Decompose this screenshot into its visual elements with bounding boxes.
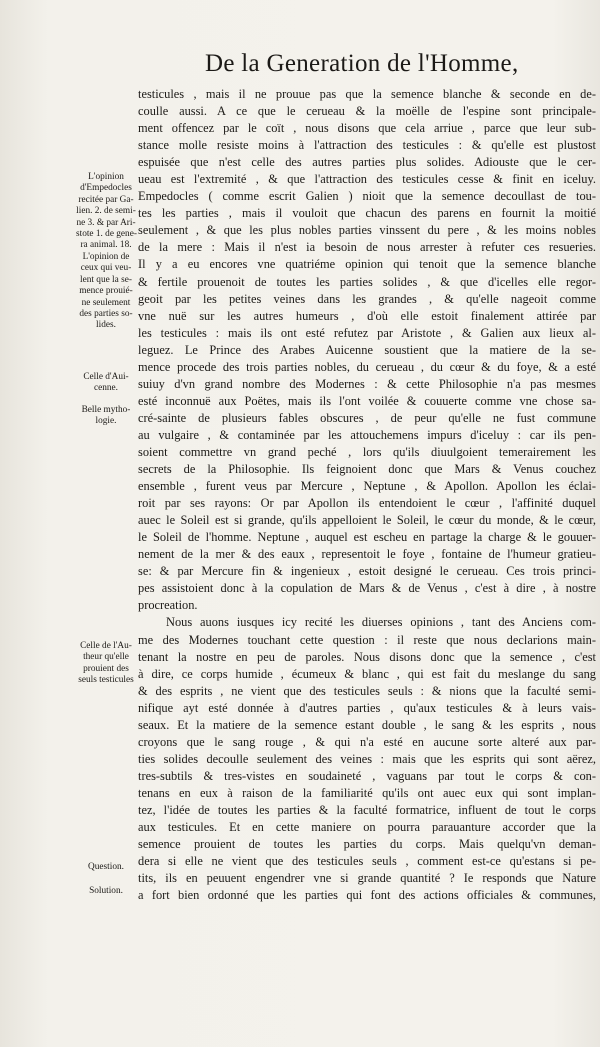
text-line: espuisée que n'est celle des autres parties plus solides. Adiouste que le cer- [138, 155, 596, 170]
margin-note-mythology: Belle mytho- logie. [81, 405, 131, 427]
text-line: Il y a eu encores vne quatriéme opinion qui tenoit que la semence blanche [138, 257, 596, 272]
text-line: le Soleil de l'homme. Neptune , auquel est escheu en partage la charge & le gouuer- [138, 530, 596, 545]
text-line: Empedocles ( comme escrit Galien ) nioit que la semence decoullast de tou- [138, 189, 596, 204]
text-line: tits, ils en peuuent engendrer vne si grande quantité ? Ie responds que Nature [138, 871, 596, 886]
margin-note-question: Question. [88, 862, 124, 872]
text-line: ueau est l'extremité , & que l'attraction des testicules cesse & finit en iceluy. [138, 172, 596, 187]
text-line: vne nuë sur les autres humeurs , d'où elle estoit finalement attirée par [138, 308, 596, 323]
text-line: à dire, ce corps humide , écumeux & blanc , qui est fait du meslange du sang [138, 666, 596, 681]
text-line: geoit par les petites veines dans les grandes , & qu'elle nageoit comme [138, 291, 596, 306]
text-line: tez, l'idée de toutes les parties & la faculté formatrice, influent de tout le corps [138, 802, 596, 817]
margin-note-solution: Solution. [89, 886, 123, 896]
margin-note-author-opinion: Celle de l'Au- theur qu'elle prouient des seuls testicules [78, 641, 134, 686]
text-line: seulement , & que les plus nobles parties vinssent du pere , & les moins nobles [138, 223, 596, 238]
text-line: leguez. Le Prince des Arabes Auicenne soustient que la matiere de la se- [138, 342, 596, 357]
text-line: nifique ayt esté donnée à d'autres parties , qu'aux testicules & à leurs vais- [138, 700, 596, 715]
text-line: au vulgaire , & contaminée par les attouchemens impurs d'iceluy : car ils pen- [138, 427, 596, 442]
text-line: & des esprits , ne vient que des testicules seuls : & nions que la faculté semi- [138, 683, 596, 698]
text-line: les testicules : mais ils ont esté refutez par Aristote , & Galien aux lieux al- [138, 325, 596, 340]
text-line: soient commettre vn grand peché , lors qu'ils diuulgoient temerairement les [138, 444, 596, 459]
text-line: ment offencez par le coït , nous disons que cela arriue , parce que leur sub- [138, 121, 596, 136]
text-line: me des Modernes touchant cette question : il reste que nous declarions main- [138, 632, 596, 647]
text-line: esté inconnuë aux Poëtes, mais ils l'ont voilée & couuerte comme vne chose sa- [138, 393, 596, 408]
text-line: ties solides decoulle seulement des veines : mais que les esprits qui sont aërez, [138, 751, 596, 766]
margin-note-solid-parts: L'opinion de ceux qui veu- lent que la se- mence prouié- ne seulement des parties so- lides. [79, 252, 133, 331]
margin-note-avicenne: Celle d'Aui- cenne. [83, 372, 129, 394]
margin-note-empedocles: L'opinion d'Empedocles recitée par Ga- lien. 2. de semi- ne 3. & par Ari- stote 1. de gene- ra animal. 18. [76, 172, 137, 251]
text-line: a fort bien ordonné que les parties qui font des actions officiales & communes, [138, 888, 596, 903]
text-line: ensemble , furent veus par Mercure , Neptune , & Apollon. Apollon les éclai- [138, 479, 596, 494]
text-line: secrets de la Philosophie. Ils feignoient donc que Mars & Venus couchez [138, 462, 596, 477]
text-line: aux testicules. Et en cette maniere on pourra parauanture accorder que la [138, 820, 596, 835]
text-line: tes les parties , mais il vouloit que chacun des parens en fournit la moitié [138, 206, 596, 221]
text-line: de la mere : Mais il n'est ia besoin de nous arrester à refuter ces resueries. [138, 240, 596, 255]
text-line: croyons que le sang rouge , & qui n'a esté en aucune sorte alteré aux par- [138, 734, 596, 749]
main-text-column [138, 86, 596, 904]
text-line: pes assistoient donc à la copulation de Mars & de Venus , c'est à dire , à nostre [138, 581, 596, 596]
text-line: coulle aussi. A ce que le cerueau & la moëlle de l'espine sont principale- [138, 104, 596, 119]
running-header: De la Generation de l'Homme, [205, 50, 519, 77]
text-line: mence procede des trois parties nobles, du cerueau , du cœur & du foye, & a esté [138, 359, 596, 374]
text-line: nement de la mer & des eaux , representoit le foye , fontaine de l'humeur gratieu- [138, 547, 596, 562]
text-line: procreation. [138, 598, 198, 613]
text-line: seaux. Et la matiere de la semence estant double , le sang & les esprits , nous [138, 717, 596, 732]
text-line: roit par ses rayons: Or par Apollon ils entendoient le cœur , l'affinité duquel [138, 496, 596, 511]
text-line: dera si elle ne vient que des testicules seuls , comment est-ce qu'estans si pe- [138, 854, 596, 869]
text-line: auec le Soleil est si grande, qu'ils appelloient le Soleil, le cœur du monde, & le cœur, [138, 513, 596, 528]
text-line: tenans en eux à raison de la familiarité qu'ils ont auec eux qui sont implan- [138, 785, 596, 800]
text-line: cré-sainte de plusieurs fables obscures , de peur qu'elle ne fust commune [138, 410, 596, 425]
text-line: Nous auons iusques icy recité les diuerses opinions , tant des Anciens com- [166, 615, 596, 630]
text-line: testicules , mais il ne prouue pas que la semence blanche & seconde en de- [138, 87, 596, 101]
text-line: se: & par Mercure fin & ingenieux , estoit designé le cerueau. Ces trois princi- [138, 564, 596, 579]
text-line: tres-subtils & tres-vistes en soudaineté , vaguans par tout le corps & con- [138, 768, 596, 783]
text-line: stance molle resiste moins à l'attraction des testicules : & qu'elle est plustost [138, 138, 596, 153]
text-line: & fertile prouenoit de toutes les parties solides , & que d'icelles elle regor- [138, 274, 596, 289]
text-line: suiuy d'vn grand nombre des Modernes : & cette Philosophie n'a pas mesmes [138, 376, 596, 391]
text-line: tenant la nostre en peu de paroles. Nous disons donc que la semence , c'est [138, 649, 596, 664]
text-line: semence prouient de toutes les parties du corps. Mais quelqu'vn deman- [138, 837, 596, 852]
